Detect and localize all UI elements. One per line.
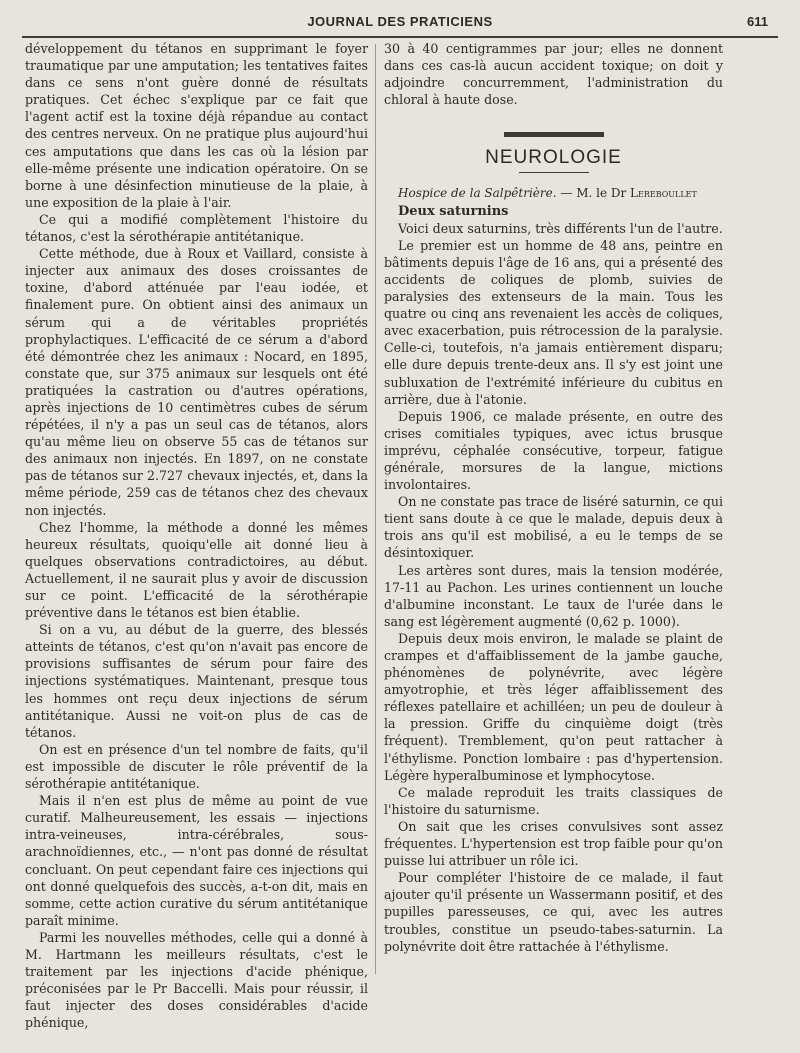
paragraph: Depuis deux mois environ, le malade se plaint de crampes et d'affaiblissement de la jambe gauche, phénomènes de polynévrite, avec légère amyotrophie, et très léger affaiblissement des réflexes patellaire et achilléen; un peu de douleur à la pression. Griffe du cinquième doigt (très fréquent). Tremblement, qu'on peut rattacher à l'éthylisme. Ponction lombaire : pas d'hypertension. Légère hyperalbuminose et lymphocytose. [384, 630, 723, 783]
byline-author: Lereboullet [630, 186, 697, 201]
right-column [384, 40, 723, 955]
paragraph: On ne constate pas trace de liséré saturnin, ce qui tient sans doute à ce que le malade, depuis deux à trois ans qu'il est mobilisé, a eu le temps de se désintoxiquer. [384, 494, 723, 561]
paragraph: Cette méthode, due à Roux et Vaillard, consiste à injecter aux animaux des doses croissantes de toxine, d'abord atténuée par l'eau iodée, et finalement pure. On obtient ainsi des animaux un sérum qui a de véritables propriétés prophylactiques. L'efficacité de ce sérum a d'abord été démontrée chez les animaux : Nocard, en 1895, constate que, sur 375 animaux sur lesquels ont été pratiquées la castration ou d'autres opérations, après injections de 10 centimètres cubes de sérum répétées, il n'y a pas un seul cas de tétanos, alors qu'au même lieu on observe 55 cas de tétanos sur des animaux non injectés. En 1897, on ne constate pas de tétanos sur 2.727 chevaux injectés, et, dans la même période, 259 cas de tétanos chez des chevaux non injectés. [25, 246, 368, 518]
paragraph: Ce malade reproduit les traits classiques de l'histoire du saturnisme. [384, 784, 723, 817]
section-rule [504, 132, 604, 137]
journal-title: JOURNAL DES PRATICIENS [307, 14, 493, 29]
left-column [25, 40, 368, 1031]
paragraph: Parmi les nouvelles méthodes, celle qui a donné à M. Hartmann les meilleurs résultats, c'est le traitement par les injections d'acide phénique, préconisées par le Pr Baccelli. Mais pour réussir, il faut injecter des doses considérables d'acide phénique, [25, 929, 368, 1031]
paragraph: développement du tétanos en supprimant le foyer traumatique par une amputation; les tentatives faites dans ce sens n'ont guère donné de résultats pratiques. Cet échec s'explique par ce fait que l'agent actif est la toxine déjà répandue au contact des centres nerveux. On ne pratique plus aujourd'hui ces amputations que dans les cas où la lésion par elle-même présente une indication opératoire. On se borne à une désinfection minutieuse de la plaie, à une exposition de la plaie à l'air. [25, 41, 368, 210]
paragraph: Les artères sont dures, mais la tension modérée, 17-11 au Pachon. Les urines contiennent un louche d'albumine inconstant. Le taux de l'urée dans le sang est légèrement augmenté (0,62 p. 1000). [384, 562, 723, 629]
paragraph: Mais il n'en est plus de même au point de vue curatif. Malheureusement, les essais — injections intra-veineuses, intra-cérébrales, sous-arachnoïdiennes, etc., — n'ont pas donné de résultat concluant. On peut cependant faire ces injections qui ont donné quelquefois des succès, a-t-on dit, mais en somme, cette action curative du sérum antitétanique paraît minime. [25, 793, 368, 928]
paragraph: Pour compléter l'histoire de ce malade, il faut ajouter qu'il présente un Wassermann positif, et des pupilles paresseuses, ce qui, avec les autres troubles, constitue un pseudo-tabes-saturnin. La polynévrite doit être rattachée à l'éthylisme. [384, 870, 723, 954]
paragraph: Voici deux saturnins, très différents l'un de l'autre. [398, 220, 723, 236]
column-divider [375, 44, 376, 974]
title-underline [519, 172, 589, 173]
byline [384, 185, 723, 202]
paragraph: 30 à 40 centigrammes par jour; elles ne donnent dans ces cas-là aucun accident toxique; on doit y adjoindre concurremment, l'administration du chloral à haute dose. [384, 41, 723, 108]
section-title: NEUROLOGIE [485, 147, 622, 169]
paragraph: Le premier est un homme de 48 ans, peintre en bâtiments depuis l'âge de 16 ans, qui a présenté des accidents de coliques de plomb, suivies de paralysies des extenseurs de la main. Tous les quatre ou cinq ans revenaient les accès de coliques, avec exacerbation, puis rétrocession de la paralysie. Celle-ci, toutefois, n'a jamais entièrement disparu; elle dure depuis trente-deux ans. Il s'y est joint une subluxation de l'extrémité inférieure du cubitus en arrière, due à l'atonie. [384, 237, 723, 407]
paragraph: Chez l'homme, la méthode a donné les mêmes heureux résultats, quoiqu'elle ait donné lieu à quelques observations contradictoires, au début. Actuellement, il ne saurait plus y avoir de discussion sur ce point. L'efficacité de la sérothérapie préventive dans le tétanos est bien établie. [25, 519, 368, 621]
article-subtitle: Deux saturnins [398, 203, 509, 219]
paragraph: On est en présence d'un tel nombre de faits, qu'il est impossible de discuter le rôle préventif de la sérothérapie antitétanique. [25, 741, 368, 792]
page-number: 611 [747, 14, 768, 29]
paragraph: Depuis 1906, ce malade présente, en outre des crises comitiales typiques, avec ictus brusque imprévu, céphalée consécutive, torpeur, fatigue générale, morsures de la langue, mictions involontaires. [384, 408, 723, 493]
paragraph: Si on a vu, au début de la guerre, des blessés atteints de tétanos, c'est qu'on n'avait pas encore de provisions suffisantes de sérum pour faire des injections systématiques. Maintenant, presque tous les hommes ont reçu deux injections de sérum antitétanique. Aussi ne voit-on plus de cas de tétanos. [25, 622, 368, 740]
byline-place: Hospice de la Salpêtrière. [398, 186, 557, 201]
paragraph: Ce qui a modifié complètement l'histoire du tétanos, c'est la sérothérapie antitétanique. [25, 211, 368, 245]
paragraph: On sait que les crises convulsives sont assez fréquentes. L'hypertension est trop faible pour qu'on puisse lui attribuer un rôle ici. [384, 818, 723, 869]
byline-sep: — M. le Dr [556, 186, 631, 201]
running-head [22, 10, 778, 38]
